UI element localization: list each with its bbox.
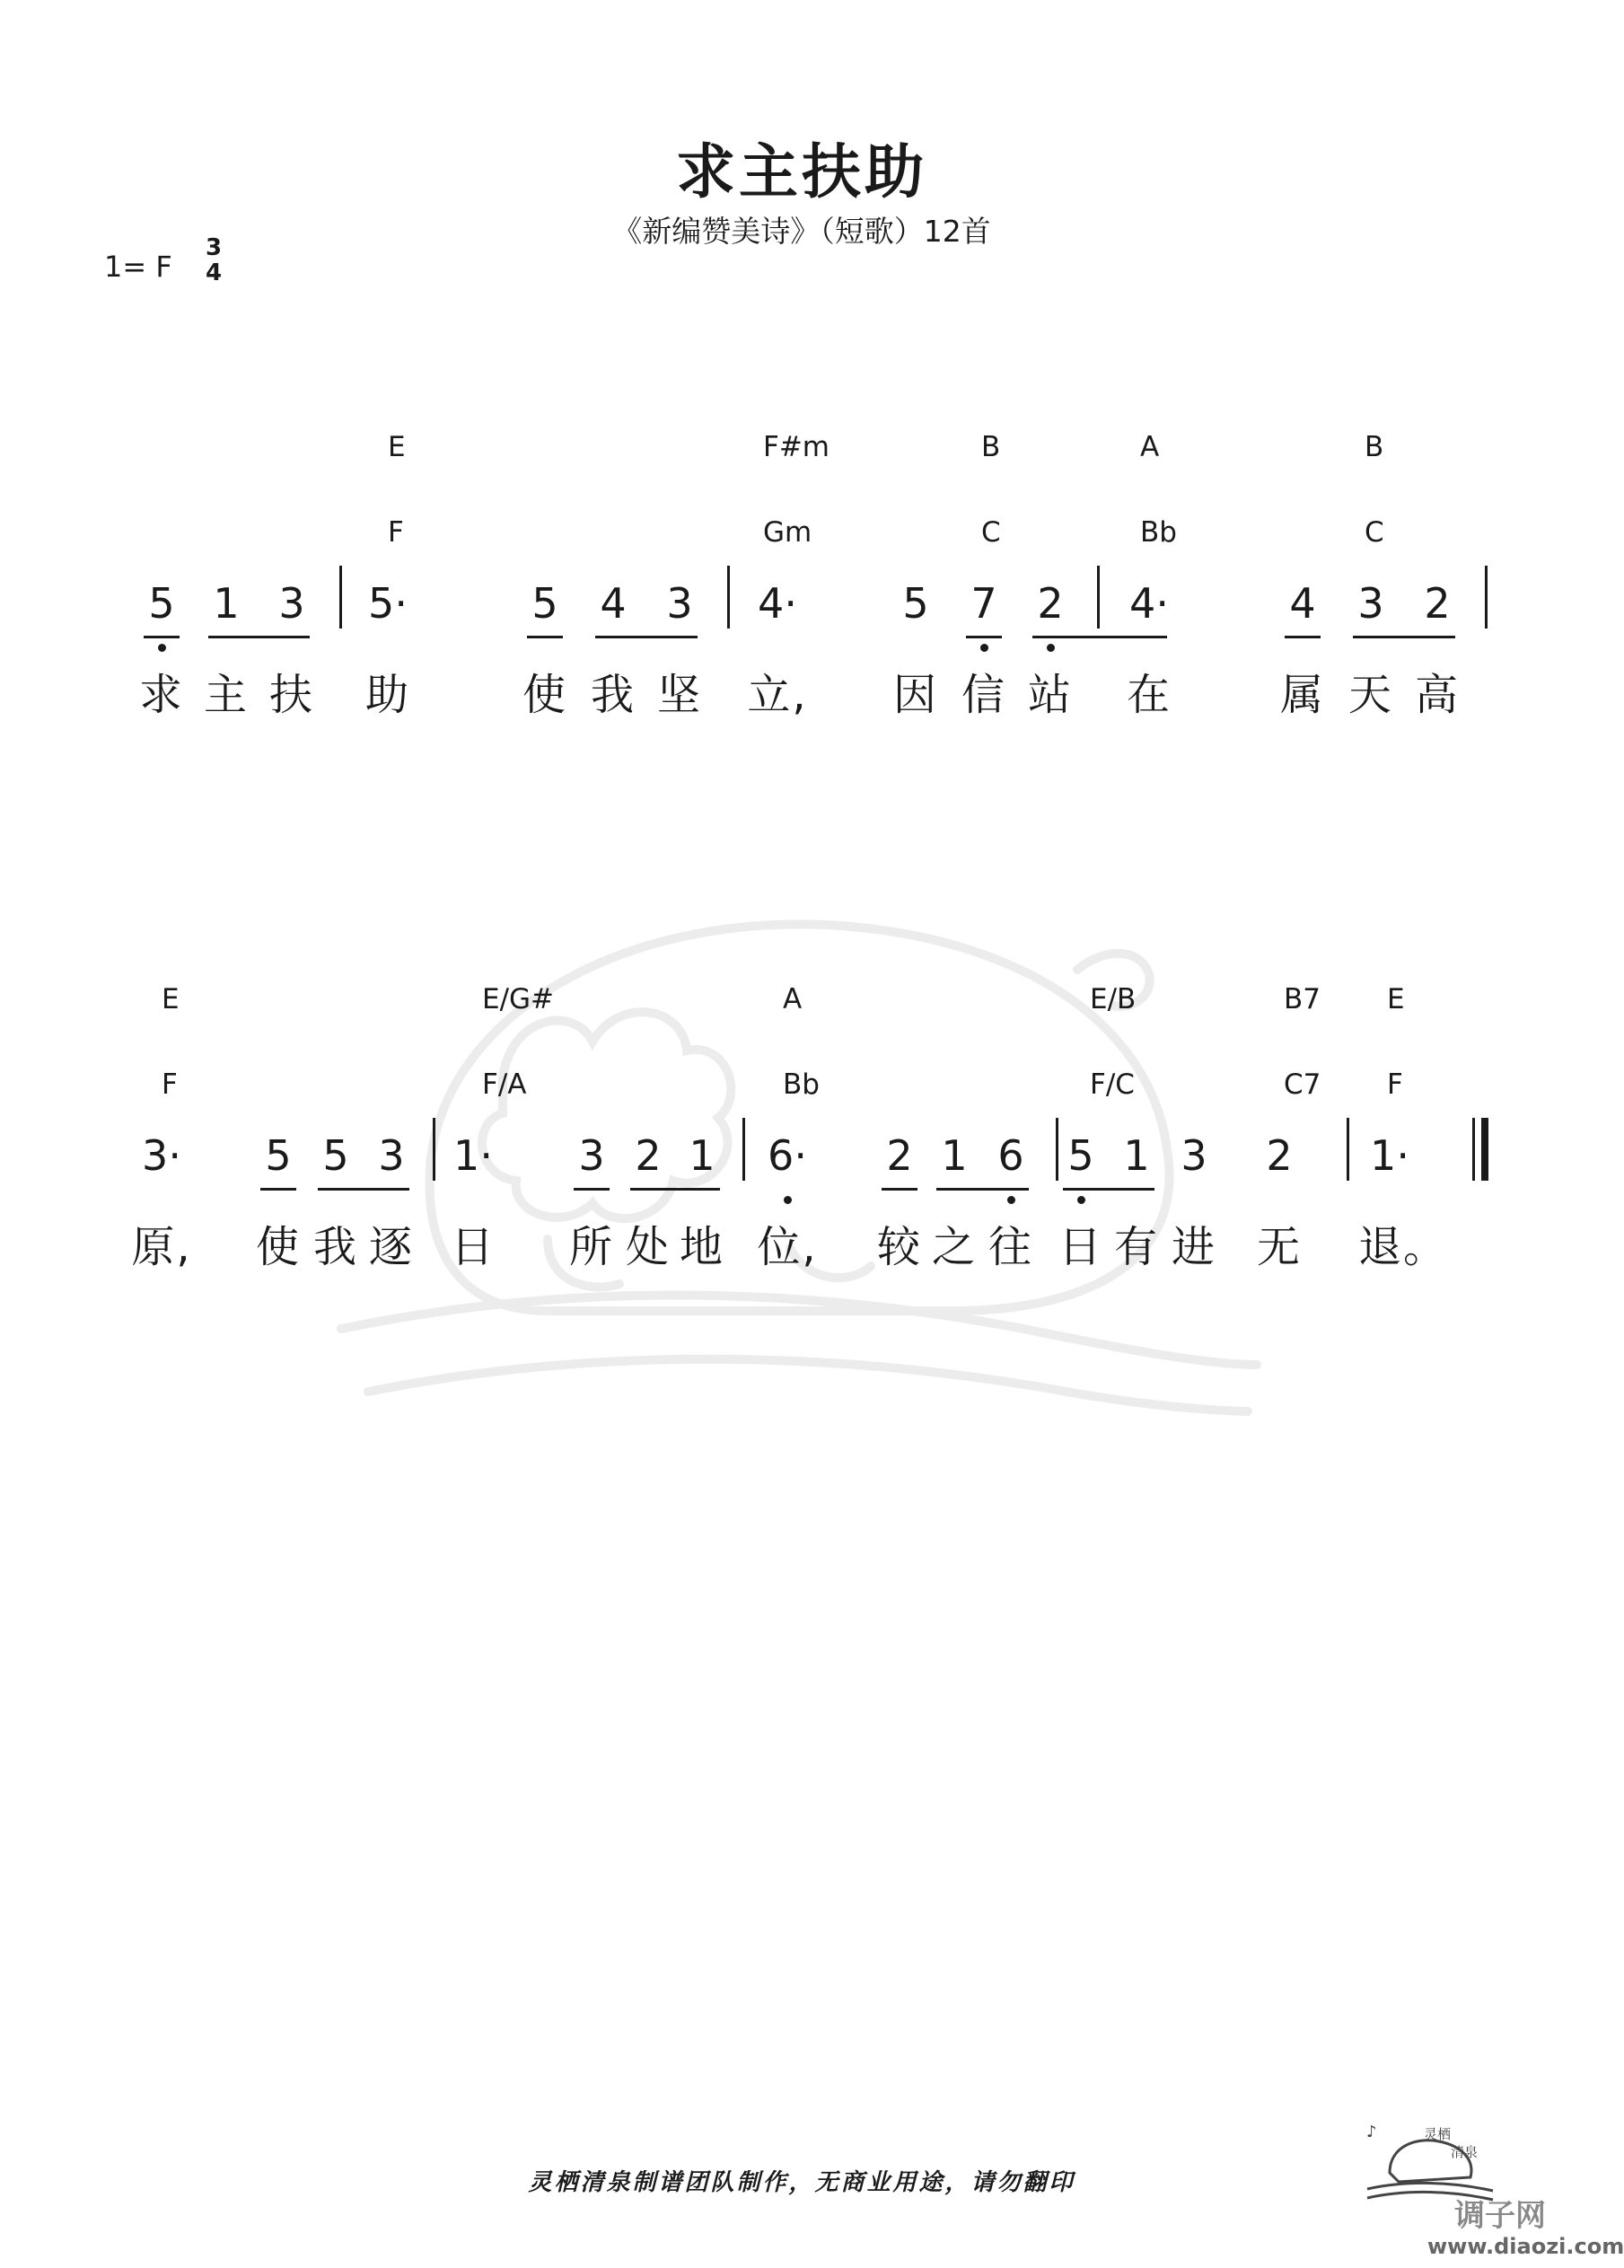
eighth-underline <box>1063 1188 1154 1191</box>
lyric-char: 站 <box>1027 670 1073 720</box>
note: 3 <box>666 579 693 628</box>
note: 1 <box>213 579 240 628</box>
lyric-char: 坚 <box>656 670 702 720</box>
lyric-char: 日 <box>450 1222 496 1272</box>
note: 1· <box>1370 1131 1409 1180</box>
lyric-char: 往 <box>988 1222 1033 1272</box>
chord-upper: E <box>388 431 406 463</box>
barline <box>742 1118 745 1181</box>
lyric-char: 地 <box>679 1222 724 1272</box>
note: 1 <box>941 1131 968 1180</box>
eighth-underline <box>260 1188 296 1191</box>
note: 2 <box>635 1131 662 1180</box>
note: 3· <box>142 1131 181 1180</box>
eighth-underline <box>1032 636 1167 638</box>
final-barline-thin <box>1472 1118 1475 1181</box>
barline <box>727 566 730 629</box>
barline <box>1347 1118 1349 1181</box>
chord-lower: F <box>1387 1068 1403 1101</box>
site-name: 调子网 <box>1454 2198 1546 2234</box>
chord-upper: F#m <box>763 431 830 463</box>
barline <box>1097 566 1100 629</box>
note: 3 <box>578 1131 605 1180</box>
note: 3 <box>1181 1131 1207 1180</box>
chord-lower: Bb <box>783 1068 820 1101</box>
note: 3 <box>1357 579 1384 628</box>
eighth-underline <box>144 636 180 638</box>
svg-text:清泉: 清泉 <box>1451 2144 1479 2160</box>
barline <box>339 566 342 629</box>
lyric-char: 有 <box>1113 1222 1159 1272</box>
note: 3 <box>378 1131 405 1180</box>
logo-lettering: 灵栖 <box>1424 2126 1452 2142</box>
eighth-underline <box>1353 636 1455 638</box>
lyric-char: 因 <box>892 670 938 720</box>
note: 5 <box>148 579 175 628</box>
chord-upper: E/G# <box>482 983 555 1015</box>
lyric-char: 在 <box>1126 670 1172 720</box>
chord-lower: F <box>162 1068 178 1101</box>
time-signature-bottom: 4 <box>206 259 223 286</box>
lyric-char: 天 <box>1347 670 1393 720</box>
note: 5· <box>368 579 408 628</box>
time-signature-top: 3 <box>206 234 223 261</box>
low-octave-dot <box>1007 1196 1015 1204</box>
chord-lower: C <box>1365 516 1384 549</box>
note: 5 <box>902 579 929 628</box>
note: 1 <box>1123 1131 1150 1180</box>
note: 3 <box>278 579 305 628</box>
footer-credit: 灵栖清泉制谱团队制作，无商业用途，请勿翻印 <box>528 2169 1075 2196</box>
lyric-char: 主 <box>203 670 249 720</box>
lyric-char: 我 <box>312 1222 358 1272</box>
lyric-char: 进 <box>1171 1222 1216 1272</box>
lyric-char: 属 <box>1279 670 1325 720</box>
note: 4· <box>758 579 797 628</box>
note: 5 <box>322 1131 349 1180</box>
lyric-char: 使 <box>522 670 567 720</box>
lyric-char: 较 <box>876 1222 922 1272</box>
chord-lower: Bb <box>1140 516 1177 549</box>
chord-upper: B <box>981 431 1001 463</box>
lyric-char: 所 <box>568 1222 614 1272</box>
note: 1 <box>689 1131 715 1180</box>
chord-upper: B <box>1365 431 1384 463</box>
lyric-char: 使 <box>255 1222 301 1272</box>
svg-text:♪: ♪ <box>1366 2123 1377 2141</box>
note: 5 <box>531 579 558 628</box>
lyric-char: 处 <box>625 1222 671 1272</box>
chord-lower: C7 <box>1284 1068 1321 1101</box>
barline <box>433 1118 435 1181</box>
chord-upper: A <box>1140 431 1160 463</box>
lyric-char: 逐 <box>368 1222 414 1272</box>
low-octave-dot <box>158 644 166 652</box>
lyric-char: 扶 <box>268 670 314 720</box>
lyric-char: 日 <box>1058 1222 1103 1272</box>
lyric-char: 高 <box>1414 670 1460 720</box>
eighth-underline <box>527 636 563 638</box>
eighth-underline <box>882 1188 917 1191</box>
page-title: 求主扶助 <box>676 137 927 207</box>
chord-lower: F <box>388 516 404 549</box>
eighth-underline <box>318 1188 409 1191</box>
note: 2 <box>1266 1131 1293 1180</box>
chord-upper: E <box>162 983 180 1015</box>
note: 2 <box>1424 579 1451 628</box>
chord-lower: F/C <box>1090 1068 1135 1101</box>
final-barline-thick <box>1481 1118 1488 1181</box>
note: 4 <box>1289 579 1316 628</box>
note: 2 <box>1037 579 1064 628</box>
site-url: www.diaozi.com <box>1427 2234 1624 2259</box>
lyric-char: 之 <box>931 1222 977 1272</box>
note: 6 <box>997 1131 1024 1180</box>
lyric-char: 我 <box>590 670 636 720</box>
lyric-char: 原, <box>131 1222 192 1272</box>
eighth-underline <box>966 636 1002 638</box>
chord-upper: A <box>783 983 803 1015</box>
chord-upper: E <box>1387 983 1405 1015</box>
chord-lower: Gm <box>763 516 812 549</box>
eighth-underline <box>630 1188 720 1191</box>
lyric-char: 立, <box>747 670 808 720</box>
eighth-underline <box>1285 636 1321 638</box>
low-octave-dot <box>980 644 988 652</box>
eighth-underline <box>574 1188 610 1191</box>
note: 4 <box>600 579 627 628</box>
eighth-underline <box>595 636 698 638</box>
chord-upper: B7 <box>1284 983 1321 1015</box>
lyric-char: 退。 <box>1358 1222 1449 1272</box>
lyric-char: 信 <box>961 670 1006 720</box>
key-signature: 1= F <box>104 250 172 284</box>
note: 5 <box>265 1131 292 1180</box>
low-octave-dot <box>1077 1196 1085 1204</box>
eighth-underline <box>208 636 310 638</box>
lyric-char: 求 <box>138 670 184 720</box>
lyric-char: 助 <box>364 670 410 720</box>
note: 7 <box>970 579 997 628</box>
chord-lower: F/A <box>482 1068 527 1101</box>
note: 6· <box>768 1131 807 1180</box>
low-octave-dot <box>1047 644 1055 652</box>
time-signature <box>206 235 222 286</box>
note: 2 <box>886 1131 913 1180</box>
eighth-underline <box>936 1188 1029 1191</box>
lyric-char: 无 <box>1256 1222 1302 1272</box>
chord-lower: C <box>981 516 1001 549</box>
note: 4· <box>1129 579 1169 628</box>
chord-upper: E/B <box>1090 983 1137 1015</box>
note: 1· <box>453 1131 493 1180</box>
subtitle: 《新编赞美诗》（短歌）12首 <box>612 214 991 249</box>
low-octave-dot <box>784 1196 792 1204</box>
note: 5 <box>1067 1131 1094 1180</box>
barline <box>1056 1118 1058 1181</box>
barline <box>1485 566 1488 629</box>
lyric-char: 位, <box>757 1222 818 1272</box>
